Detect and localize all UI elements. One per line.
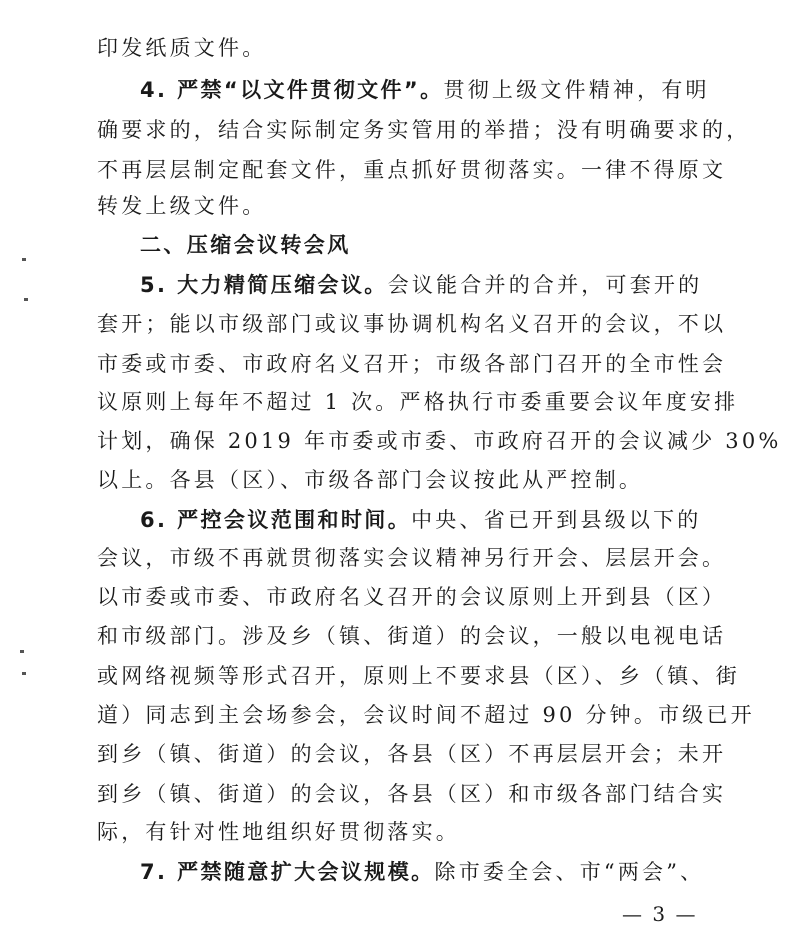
item-lead: 5. 大力精简压缩会议。 <box>140 273 388 297</box>
text-line: 以上。各县（区）、市级各部门会议按此从严控制。 <box>97 468 644 492</box>
text-line: 会议，市级不再就贯彻落实会议精神另行开会、层层开会。 <box>97 546 727 570</box>
text-line: 际，有针对性地组织好贯彻落实。 <box>97 820 460 844</box>
text-line: 到乡（镇、街道）的会议，各县（区）不再层层开会；未开 <box>97 742 727 766</box>
item-lead: 7. 严禁随意扩大会议规模。 <box>140 860 435 884</box>
text-line: 道）同志到主会场参会，会议时间不超过 90 分钟。市级已开 <box>97 703 755 727</box>
text-line: 或网络视频等形式召开，原则上不要求县（区）、乡（镇、街 <box>97 664 740 688</box>
text-line: 计划，确保 2019 年市委或市委、市政府召开的会议减少 30% <box>97 429 782 453</box>
text-line: 议原则上每年不超过 1 次。严格执行市委重要会议年度安排 <box>97 390 739 414</box>
text-line: 到乡（镇、街道）的会议，各县（区）和市级各部门结合实 <box>97 782 727 806</box>
section-heading: 二、压缩会议转会风 <box>140 233 351 257</box>
page-number: — 3 — <box>622 902 698 926</box>
item-lead: 6. 严控会议范围和时间。 <box>140 508 412 532</box>
text-line: 套开；能以市级部门或议事协调机构名义召开的会议，不以 <box>97 312 727 336</box>
text-line: 转发上级文件。 <box>97 194 267 218</box>
text-line: 和市级部门。涉及乡（镇、街道）的会议，一般以电视电话 <box>97 624 727 648</box>
text-line: 确要求的，结合实际制定务实管用的举措；没有明确要求的， <box>97 118 751 142</box>
scan-speck <box>24 298 28 301</box>
item-lead: 4. 严禁“以文件贯彻文件”。 <box>140 78 444 102</box>
text-line: 以市委或市委、市政府名义召开的会议原则上开到县（区） <box>97 585 727 609</box>
text-line: 5. 大力精简压缩会议。会议能合并的合并，可套开的 <box>140 273 703 297</box>
text-line: 市委或市委、市政府名义召开；市级各部门召开的全市性会 <box>97 352 727 376</box>
scan-speck <box>22 258 26 261</box>
text-line: 印发纸质文件。 <box>97 36 267 60</box>
text-line: 4. 严禁“以文件贯彻文件”。贯彻上级文件精神，有明 <box>140 78 710 102</box>
text-line: 不再层层制定配套文件，重点抓好贯彻落实。一律不得原文 <box>97 158 727 182</box>
text-line: 7. 严禁随意扩大会议规模。除市委全会、市“两会”、 <box>140 860 705 884</box>
text-line: 6. 严控会议范围和时间。中央、省已开到县级以下的 <box>140 508 702 532</box>
scan-speck <box>22 672 26 675</box>
scan-speck <box>20 650 24 653</box>
